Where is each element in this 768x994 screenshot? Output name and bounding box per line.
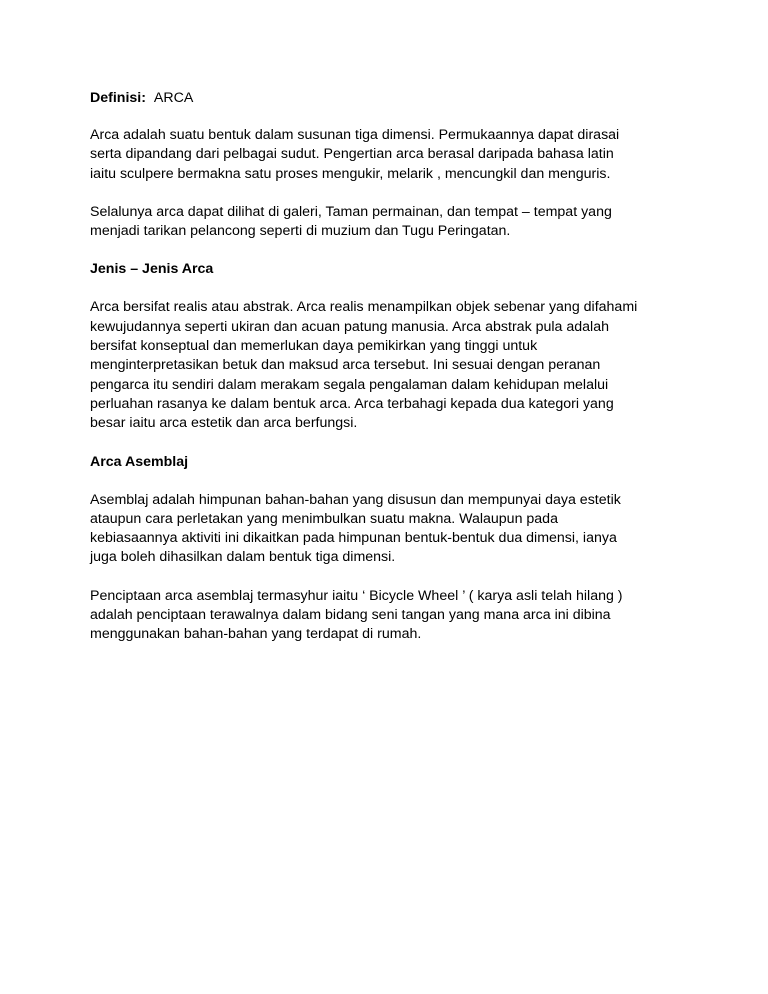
section-heading-arca-asemblaj: Arca Asemblaj: [90, 453, 189, 470]
paragraph-line: bersifat konseptual dan memerlukan daya pemikirkan yang tinggi untuk: [90, 338, 538, 355]
paragraph-line: menggunakan bahan-bahan yang terdapat di rumah.: [90, 626, 422, 643]
paragraph-line: menginterpretasikan betuk dan maksud arca tersebut. Ini sesuai dengan peranan: [90, 357, 601, 374]
paragraph-line: iaitu sculpere bermakna satu proses mengukir, melarik , mencungkil dan menguris.: [90, 165, 611, 182]
intro-paragraph-2: [90, 203, 690, 242]
paragraph-line: serta dipandang dari pelbagai sudut. Pengertian arca berasal daripada bahasa latin: [90, 146, 614, 163]
document-body: [90, 89, 690, 664]
paragraph-line: Selalunya arca dapat dilihat di galeri, Taman permainan, dan tempat – tempat yang: [90, 203, 612, 220]
intro-paragraph-1: [90, 126, 690, 184]
paragraph-line: ataupun cara perletakan yang menimbulkan suatu makna. Walaupun pada: [90, 510, 558, 527]
paragraph-line: Arca adalah suatu bentuk dalam susunan tiga dimensi. Permukaannya dapat dirasai: [90, 127, 620, 143]
jenis-arca-paragraph: [90, 298, 690, 433]
paragraph-line: juga boleh dihasilkan dalam bentuk tiga dimensi.: [90, 549, 396, 566]
paragraph-line: menjadi tarikan pelancong seperti di muzium dan Tugu Peringatan.: [90, 223, 511, 240]
paragraph-line: Asemblaj adalah himpunan bahan-bahan yang disusun dan mempunyai daya estetik: [90, 491, 621, 508]
section-heading-jenis-arca: Jenis – Jenis Arca: [90, 261, 214, 278]
paragraph-line: Penciptaan arca asemblaj termasyhur iaitu ‘ Bicycle Wheel ’ ( karya asli telah hilang ): [90, 587, 623, 604]
paragraph-line: Arca bersifat realis atau abstrak. Arca realis menampilkan objek sebenar yang difahami: [90, 299, 638, 316]
definition-line: [90, 89, 690, 108]
paragraph-line: kebiasaannya aktiviti ini dikaitkan pada himpunan bentuk-bentuk dua dimensi, ianya: [90, 530, 617, 547]
asemblaj-paragraph-1: [90, 491, 690, 568]
paragraph-line: kewujudannya seperti ukiran dan acuan patung manusia. Arca abstrak pula adalah: [90, 318, 609, 335]
paragraph-line: adalah penciptaan terawalnya dalam bidang seni tangan yang mana arca ini dibina: [90, 607, 611, 624]
paragraph-line: pengarca itu sendiri dalam merakam segala pengalaman dalam kehidupan melalui: [90, 376, 609, 393]
paragraph-line: besar iaitu arca estetik dan arca berfungsi.: [90, 415, 358, 432]
definition-value: ARCA: [153, 90, 194, 106]
definition-label: Definisi:: [90, 90, 146, 106]
paragraph-line: perluahan rasanya ke dalam bentuk arca. Arca terbahagi kepada dua kategori yang: [90, 395, 614, 412]
asemblaj-paragraph-2: [90, 587, 690, 645]
